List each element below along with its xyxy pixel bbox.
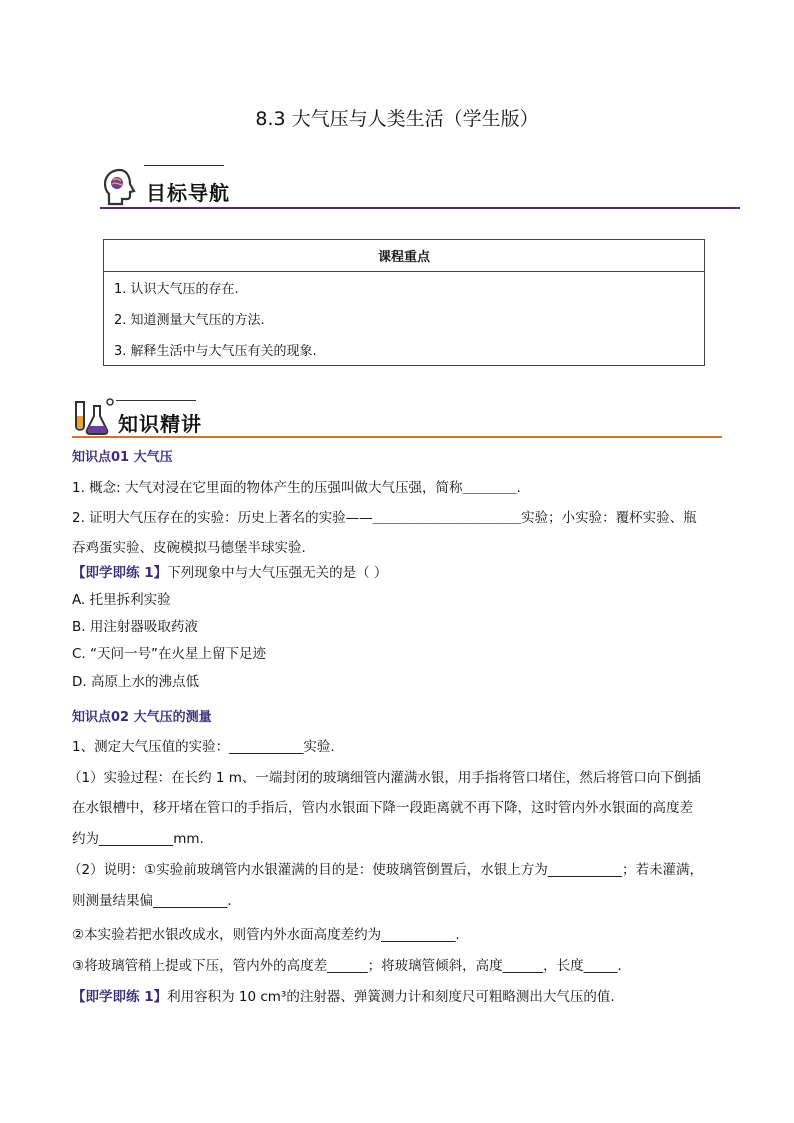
- text-line: 约为___________mm.: [72, 831, 204, 847]
- practice-text: 下列现象中与大气压强无关的是（ ）: [167, 565, 388, 581]
- text-line: 吞鸡蛋实验、皮碗模拟马德堡半球实验.: [72, 540, 306, 556]
- section-heading: 目标导航: [146, 181, 230, 205]
- goal-item: 2. 知道测量大气压的方法.: [104, 303, 705, 334]
- text-line: 1. 概念: 大气对浸在它里面的物体产生的压强叫做大气压强，简称＿＿＿＿.: [72, 480, 521, 496]
- practice-tag: 【即学即练 1】: [72, 565, 168, 581]
- text-line: ②本实验若把水银改成水，则管内外水面高度差约为___________.: [72, 927, 460, 943]
- practice-line: [72, 988, 615, 1006]
- text-line: ③将玻璃管稍上提或下压，管内外的高度差______；将玻璃管倾斜，高度______，长度_____.: [72, 958, 622, 974]
- page-title: 8.3 大气压与人类生活（学生版）: [255, 108, 539, 130]
- text-line: 在水银槽中，移开堵在管口的手指后，管内水银面下降一段距离就不再下降，这时管内外水银面的高度差: [72, 800, 693, 816]
- option-item: D. 高原上水的沸点低: [72, 674, 199, 690]
- option-item: A. 托里拆利实验: [72, 592, 171, 608]
- option-item: B. 用注射器吸取药液: [72, 619, 198, 635]
- text-line: 则测量结果偏___________.: [72, 893, 232, 909]
- goal-item: 3. 解释生活中与大气压有关的现象.: [104, 334, 705, 366]
- section-heading: 知识精讲: [118, 412, 202, 436]
- text-line: （2）说明：①实验前玻璃管内水银灌满的目的是：使玻璃管倒置后，水银上方为___________；若未灌满，: [68, 862, 703, 878]
- text-line: 2. 证明大气压存在的实验：历史上著名的实验——＿＿＿＿＿＿＿＿＿＿＿实验；小实验：覆杯实验、瓶: [72, 510, 697, 526]
- section-goal-nav: [100, 165, 740, 210]
- option-item: C. “天问一号”在火星上留下足迹: [72, 646, 266, 662]
- lab-flask-icon: [72, 396, 116, 436]
- text-line: （1）实验过程：在长约 1 m、一端封闭的玻璃细管内灌满水银，用手指将管口堵住，然后将管口向下倒插: [68, 770, 701, 786]
- goals-table: [103, 239, 705, 366]
- knowledge-point-title: 知识点02 大气压的测量: [72, 710, 212, 725]
- practice-text: 利用容积为 10 cm³的注射器、弹簧测力计和刻度尺可粗略测出大气压的值.: [167, 989, 615, 1005]
- brain-head-icon: [102, 167, 138, 207]
- section-knowledge: [72, 396, 722, 440]
- practice-line: [72, 564, 387, 582]
- practice-tag: 【即学即练 1】: [72, 989, 168, 1005]
- goals-header: 课程重点: [104, 240, 705, 272]
- text-line: 1、测定大气压值的实验：___________实验.: [72, 739, 335, 755]
- knowledge-point-title: 知识点01 大气压: [72, 450, 173, 465]
- goal-item: 1. 认识大气压的存在.: [104, 272, 705, 304]
